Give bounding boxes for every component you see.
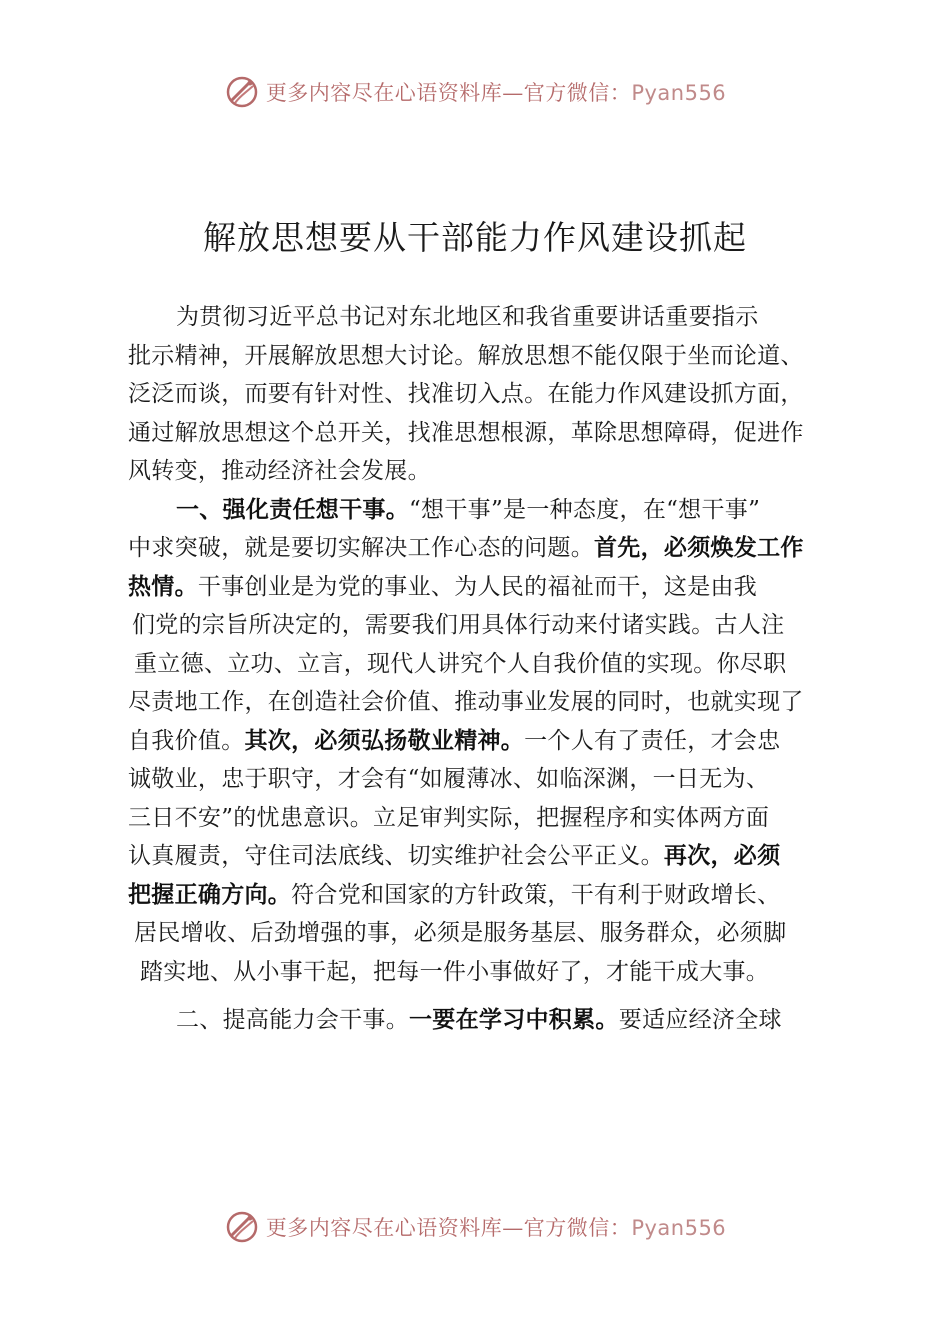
bold-point-study: 一要在学习中积累。 [409, 1007, 619, 1033]
watermark-text [266, 77, 726, 107]
watermark-label: 更多内容尽在心语资料库—官方微信： [265, 81, 632, 105]
bold-point-third-end: 把握正确方向。 [128, 881, 292, 908]
section1-line [128, 529, 848, 568]
watermark-account: Pyan556 [631, 1216, 727, 1240]
bold-point-second: 其次，必须弘扬敬业精神。 [244, 727, 525, 754]
section1-line: 踏实地、从小事干起，把每一件小事做好了，才能干成大事。 [140, 958, 770, 985]
text-span: 自我价值。 [128, 727, 245, 754]
watermark-account: Pyan556 [631, 81, 727, 105]
text-span: 干事创业是为党的事业、为人民的福祉而干，这是由我 [197, 573, 758, 600]
bold-point-first: 首先，必须焕发工作 [594, 535, 804, 561]
section1-line [128, 568, 848, 607]
section1-line: 诚敬业，忠于职守，才会有“如履薄冰、如临深渊，一日无为、 [128, 766, 770, 792]
text-span: “想干事”是一种态度，在“想干事” [409, 496, 761, 523]
section1-line: 们党的宗旨所决定的，需要我们用具体行动来付诸实践。古人注 [132, 612, 785, 638]
section2-line [128, 1001, 848, 1040]
section1-line: 三日不安”的忧患意识。立足审判实际，把握程序和实体两方面 [128, 804, 770, 831]
text-span: 要适应经济全球 [618, 1007, 782, 1033]
paragraph-line: 批示精神，开展解放思想大讨论。解放思想不能仅限于坐而论道、 [128, 342, 804, 369]
text-span: 符合党和国家的方针政策，干有利于财政增长、 [291, 881, 781, 908]
text-span: 认真履责，守住司法底线、切实维护社会公平正义。 [128, 843, 664, 869]
watermark-label: 更多内容尽在心语资料库—官方微信： [265, 1216, 632, 1240]
section1-heading: 一、强化责任想干事。 [176, 496, 409, 523]
watermark-text [266, 1212, 726, 1242]
bold-point-third: 再次，必须 [663, 843, 781, 869]
section1-line [128, 876, 848, 915]
header-watermark [0, 72, 950, 112]
bold-point-first-end: 热情。 [128, 573, 198, 600]
document-body [128, 298, 848, 1040]
page-title: 解放思想要从干部能力作风建设抓起 [203, 218, 747, 257]
text-span: 中求突破，就是要切实解决工作心态的问题。 [128, 535, 594, 561]
section1-line: 重立德、立功、立言，现代人讲究个人自我价值的实现。你尽职 [134, 650, 787, 677]
section1-line: 尽责地工作，在创造社会价值、推动事业发展的同时，也就实现了 [128, 689, 804, 715]
footer-watermark [0, 1207, 950, 1247]
paragraph-line: 泛泛而谈，而要有针对性、找准切入点。在能力作风建设抓方面， [128, 381, 804, 407]
section2-heading: 二、提高能力会干事。 [176, 1007, 409, 1033]
paragraph-line: 为贯彻习近平总书记对东北地区和我省重要讲话重要指示 [176, 304, 759, 330]
section1-line [128, 722, 848, 761]
pen-logo-icon [224, 1209, 260, 1245]
paragraph-line: 风转变，推动经济社会发展。 [128, 458, 431, 484]
pen-logo-icon [224, 74, 260, 110]
section1-line: 居民增收、后劲增强的事，必须是服务基层、服务群众，必须脚 [134, 920, 787, 946]
text-span: 一个人有了责任，才会忠 [524, 727, 781, 754]
paragraph-line: 通过解放思想这个总开关，找准思想根源，革除思想障碍，促进作 [128, 419, 804, 446]
section1-line [128, 491, 848, 530]
section1-line [128, 837, 848, 876]
